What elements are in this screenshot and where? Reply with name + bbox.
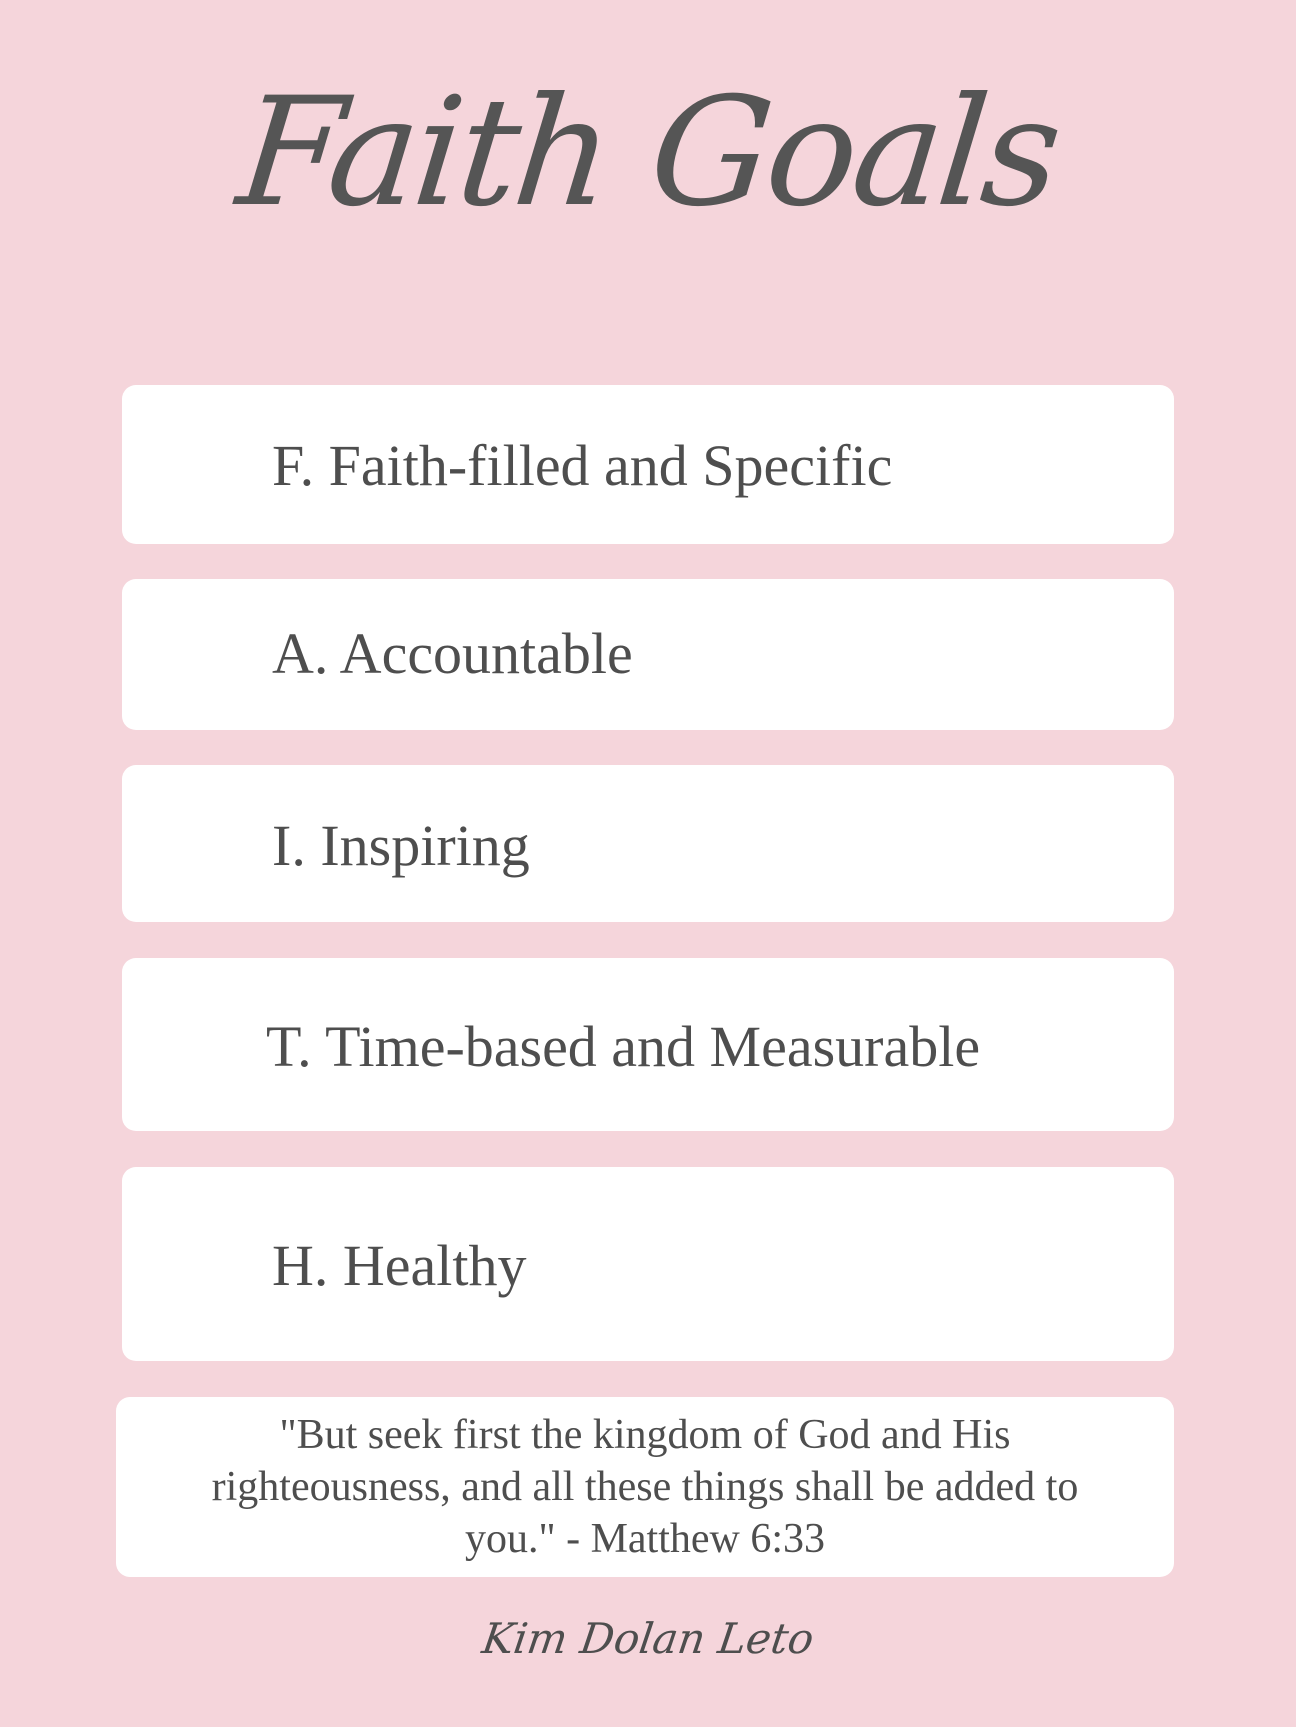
goal-label: A. Accountable [272, 621, 633, 686]
goal-card-h [122, 1167, 1174, 1361]
page-title: Faith Goals [230, 66, 1066, 240]
author-signature: Kim Dolan Leto [479, 1614, 817, 1663]
goal-card-t [122, 958, 1174, 1131]
scripture-quote: "But seek first the kingdom of God and His righteousness, and all these things shall be added to you." - Matthew 6:33 [211, 1412, 1079, 1562]
goal-label: H. Healthy [272, 1233, 527, 1298]
scripture-card [116, 1397, 1174, 1577]
goal-label: T. Time-based and Measurable [266, 1014, 981, 1079]
goal-label: F. Faith-filled and Specific [272, 433, 893, 498]
goal-card-f [122, 385, 1174, 544]
goal-card-a [122, 579, 1174, 730]
goal-label: I. Inspiring [272, 813, 530, 878]
goal-card-i [122, 765, 1174, 922]
